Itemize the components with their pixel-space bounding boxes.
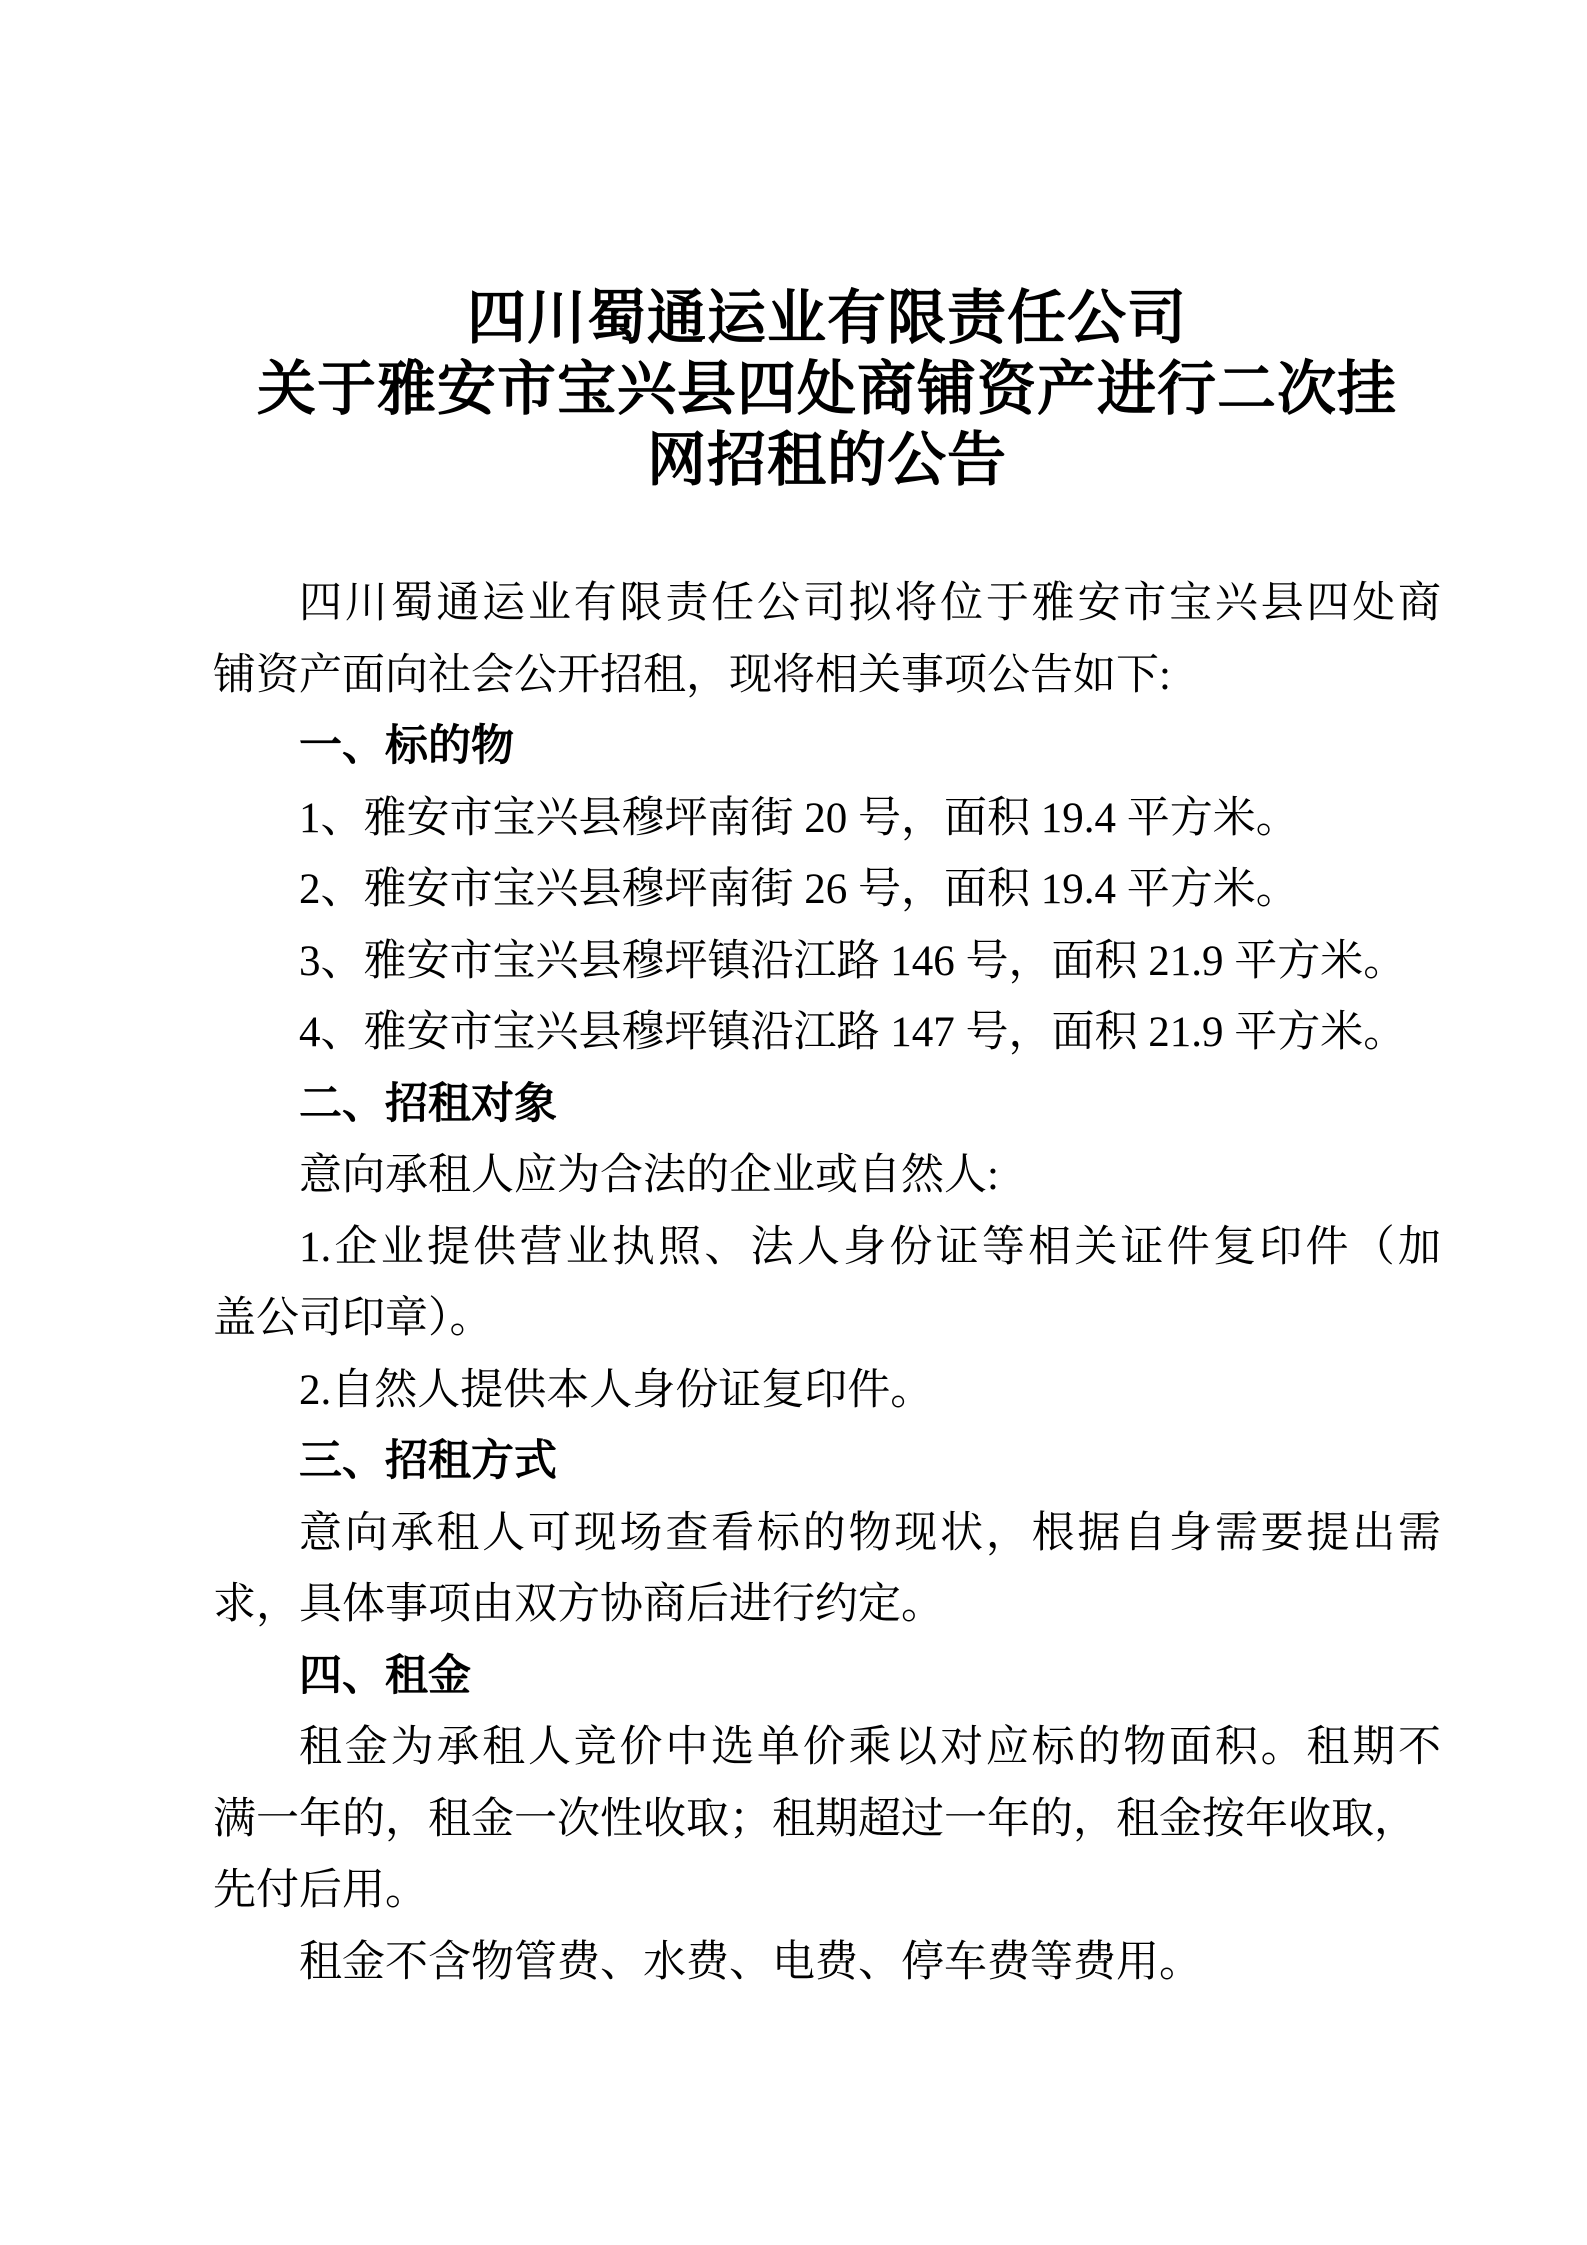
paragraph-line: 四川蜀通运业有限责任公司拟将位于雅安市宝兴县四处商 (299, 580, 1441, 627)
paragraph (213, 1712, 1441, 1927)
paragraph-line: 意向承租人可现场查看标的物现状，根据自身需要提出需 (299, 1509, 1441, 1557)
document-title-line: 网招租的公告 (646, 427, 1007, 493)
paragraph-line: 铺资产面向社会公开招租，现将相关事项公告如下: (213, 651, 1171, 699)
paragraph-line: 1.企业提供营业执照、法人身份证等相关证件复印件（加 (299, 1223, 1441, 1271)
section-heading-line: 四、租金 (299, 1651, 471, 1700)
section-heading (213, 1426, 1441, 1498)
list-item-line: 2、雅安市宝兴县穆坪南街 26 号，面积 19.4 平方米。 (299, 866, 1299, 913)
paragraph-line: 租金不含物管费、水费、电费、停车费等费用。 (299, 1938, 1202, 1986)
paragraph (213, 1212, 1441, 1355)
list-item (213, 926, 1441, 998)
paragraph (213, 568, 1441, 711)
list-item (213, 997, 1441, 1069)
section-heading-line: 一、标的物 (299, 722, 514, 770)
list-item (213, 854, 1441, 926)
paragraph-line: 满一年的，租金一次性收取；租期超过一年的，租金按年收取， (213, 1795, 1417, 1843)
paragraph (213, 1927, 1441, 1999)
paragraph-line: 租金为承租人竞价中选单价乘以对应标的物面积。租期不 (299, 1724, 1441, 1771)
list-item (213, 783, 1441, 855)
document-body (213, 568, 1441, 1998)
document-title-line: 四川蜀通运业有限责任公司 (466, 285, 1187, 351)
section-heading (213, 1641, 1441, 1713)
document-title-line: 关于雅安市宝兴县四处商铺资产进行二次挂 (256, 356, 1397, 422)
section-heading-line: 三、招租方式 (299, 1437, 557, 1485)
paragraph (213, 1355, 1441, 1427)
paragraph-line: 意向承租人应为合法的企业或自然人: (299, 1152, 999, 1199)
paragraph-line: 盖公司印章）。 (213, 1295, 493, 1342)
section-heading-line: 二、招租对象 (299, 1079, 557, 1128)
list-item-line: 3、雅安市宝兴县穆坪镇沿江路 146 号，面积 21.9 平方米。 (299, 937, 1407, 985)
paragraph-line: 求，具体事项由双方协商后进行约定。 (213, 1581, 944, 1628)
paragraph-line: 2.自然人提供本人身份证复印件。 (299, 1366, 934, 1414)
document-content (213, 283, 1441, 1998)
section-heading (213, 1069, 1441, 1141)
document-title (213, 283, 1441, 496)
paragraph (213, 1498, 1441, 1641)
list-item-line: 4、雅安市宝兴县穆坪镇沿江路 147 号，面积 21.9 平方米。 (299, 1009, 1407, 1056)
list-item-line: 1、雅安市宝兴县穆坪南街 20 号，面积 19.4 平方米。 (299, 794, 1299, 842)
paragraph-line: 先付后用。 (213, 1867, 428, 1914)
paragraph (213, 1140, 1441, 1212)
section-heading (213, 711, 1441, 783)
